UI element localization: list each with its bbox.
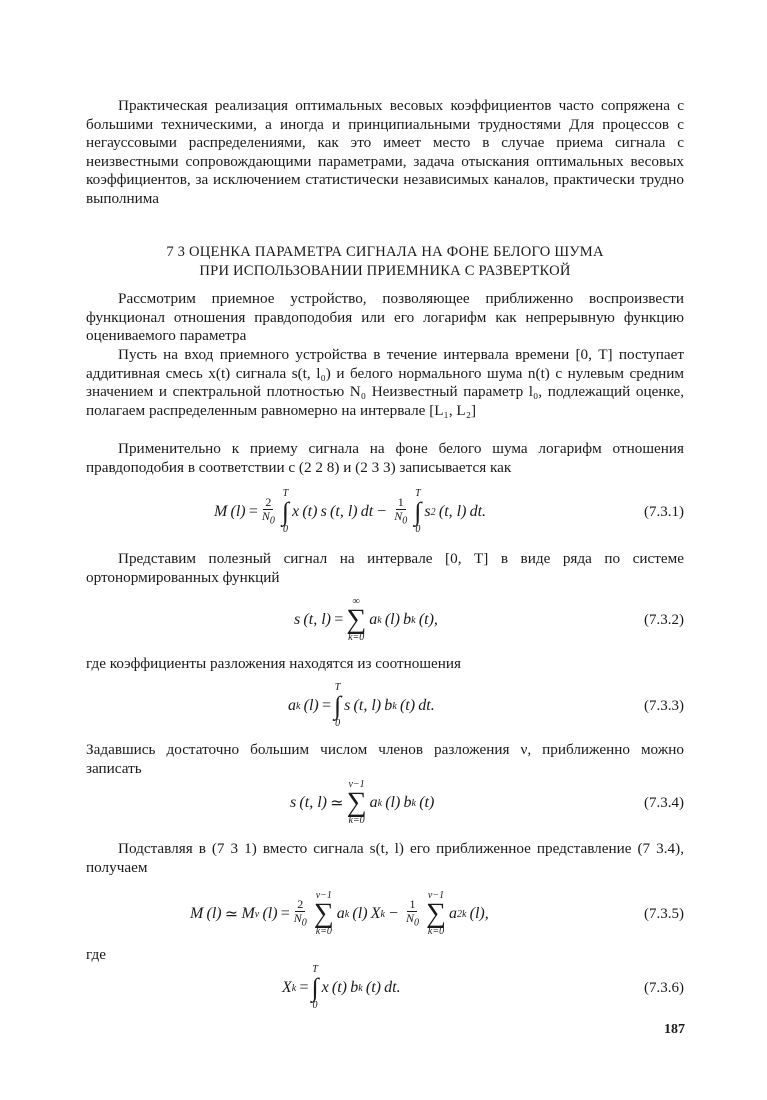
equation-7-3-1-body: M (l) = $\frac{2}{N_0}$ T ∫ 0 x (t) s (t, l) dt − $\frac{1}{N_0}$ T ∫ 0 s 2 (t, l) dt.	[214, 488, 487, 535]
equation-number: (7.3.6)	[644, 979, 684, 996]
page-number: 187	[664, 1022, 685, 1037]
paragraph-series: Представим полезный сигнал на интервале [0, T] в виде ряда по системе ортонормированных функций	[86, 550, 684, 586]
equation-number: (7.3.3)	[644, 697, 684, 714]
equation-7-3-6-body: X k = T ∫ 0 x (t) b k (t) dt.	[282, 964, 401, 1011]
paragraph-input-mixture: Пусть на вход приемного устройства в течение интервала времени [0, T] поступает аддитивная смесь x(t) сигнала s(t, l₀) и белого нормального шума n(t) с нулевым средним значением и спектральной плотностью N₀ Неизвестный параметр l₀, подлежащий оценке, полагаем распределенным равномерно на интервале [L₁, L₂]	[86, 346, 684, 419]
equation-7-3-1	[86, 482, 684, 542]
equation-7-3-3-body: a k (l) = T ∫ 0 s (t, l) b k (t) dt.	[288, 682, 435, 729]
equation-7-3-2	[86, 590, 684, 650]
paragraph-where: где	[86, 946, 106, 963]
paragraph-log-likelihood: Применительно к приему сигнала на фоне белого шума логарифм отношения правдоподобия в соответствии с (2 2 8) и (2 3 3) записывается как	[86, 440, 684, 476]
equation-7-3-4	[86, 773, 684, 833]
equation-7-3-2-body: s (t, l) = ∞ ∑ k=0 a k (l) b k (t),	[294, 596, 438, 643]
equation-number: (7.3.1)	[644, 503, 684, 520]
section-heading-line-2: ПРИ ИСПОЛЬЗОВАНИИ ПРИЕМНИКА С РАЗВЕРТКОЙ	[199, 263, 571, 279]
paragraph-substitution: Подставляя в (7 3 1) вместо сигнала s(t, l) его приближенное представление (7 3.4), получаем	[86, 840, 684, 876]
equation-7-3-5	[86, 884, 684, 944]
equation-7-3-4-body: s (t, l) ≃ ν−1 ∑ k=0 a k (l) b k (t)	[290, 779, 435, 826]
section-heading	[86, 243, 684, 281]
paragraph-truncation: Задавшись достаточно большим числом членов разложения ν, приближенно можно записать	[86, 741, 684, 777]
equation-number: (7.3.4)	[644, 794, 684, 811]
equation-7-3-5-body: M (l) ≃ M ν (l) = $\frac{2}{N_0}$ ν−1 ∑ k=0 a k (l) X k − $\frac{1}{N_0}$ ν−1 ∑ k=0 a 2 k (l),	[190, 890, 489, 937]
equation-number: (7.3.2)	[644, 611, 684, 628]
equation-7-3-3	[86, 676, 684, 736]
section-heading-line-1: 7 3 ОЦЕНКА ПАРАМЕТРА СИГНАЛА НА ФОНЕ БЕЛОГО ШУМА	[166, 244, 604, 260]
paragraph-coefficients: где коэффициенты разложения находятся из соотношения	[86, 655, 462, 672]
equation-7-3-6	[86, 958, 684, 1018]
paragraph-receiver: Рассмотрим приемное устройство, позволяющее приближенно воспроизвести функционал отношения правдоподобия или его логарифм как непрерывную функцию оцениваемого параметра	[86, 290, 684, 345]
equation-number: (7.3.5)	[644, 905, 684, 922]
paragraph-weights: Практическая реализация оптимальных весовых коэффициентов часто сопряжена с большими техническими, а иногда и принципиальными трудностями Для процессов с негауссовыми распределениями, как это имеет место в случае приема сигнала с неизвестными сопровождающими параметрами, задача отыскания оптимальных весовых коэффициентов, за исключением статистически независимых каналов, практически трудно выполнима	[86, 97, 684, 207]
